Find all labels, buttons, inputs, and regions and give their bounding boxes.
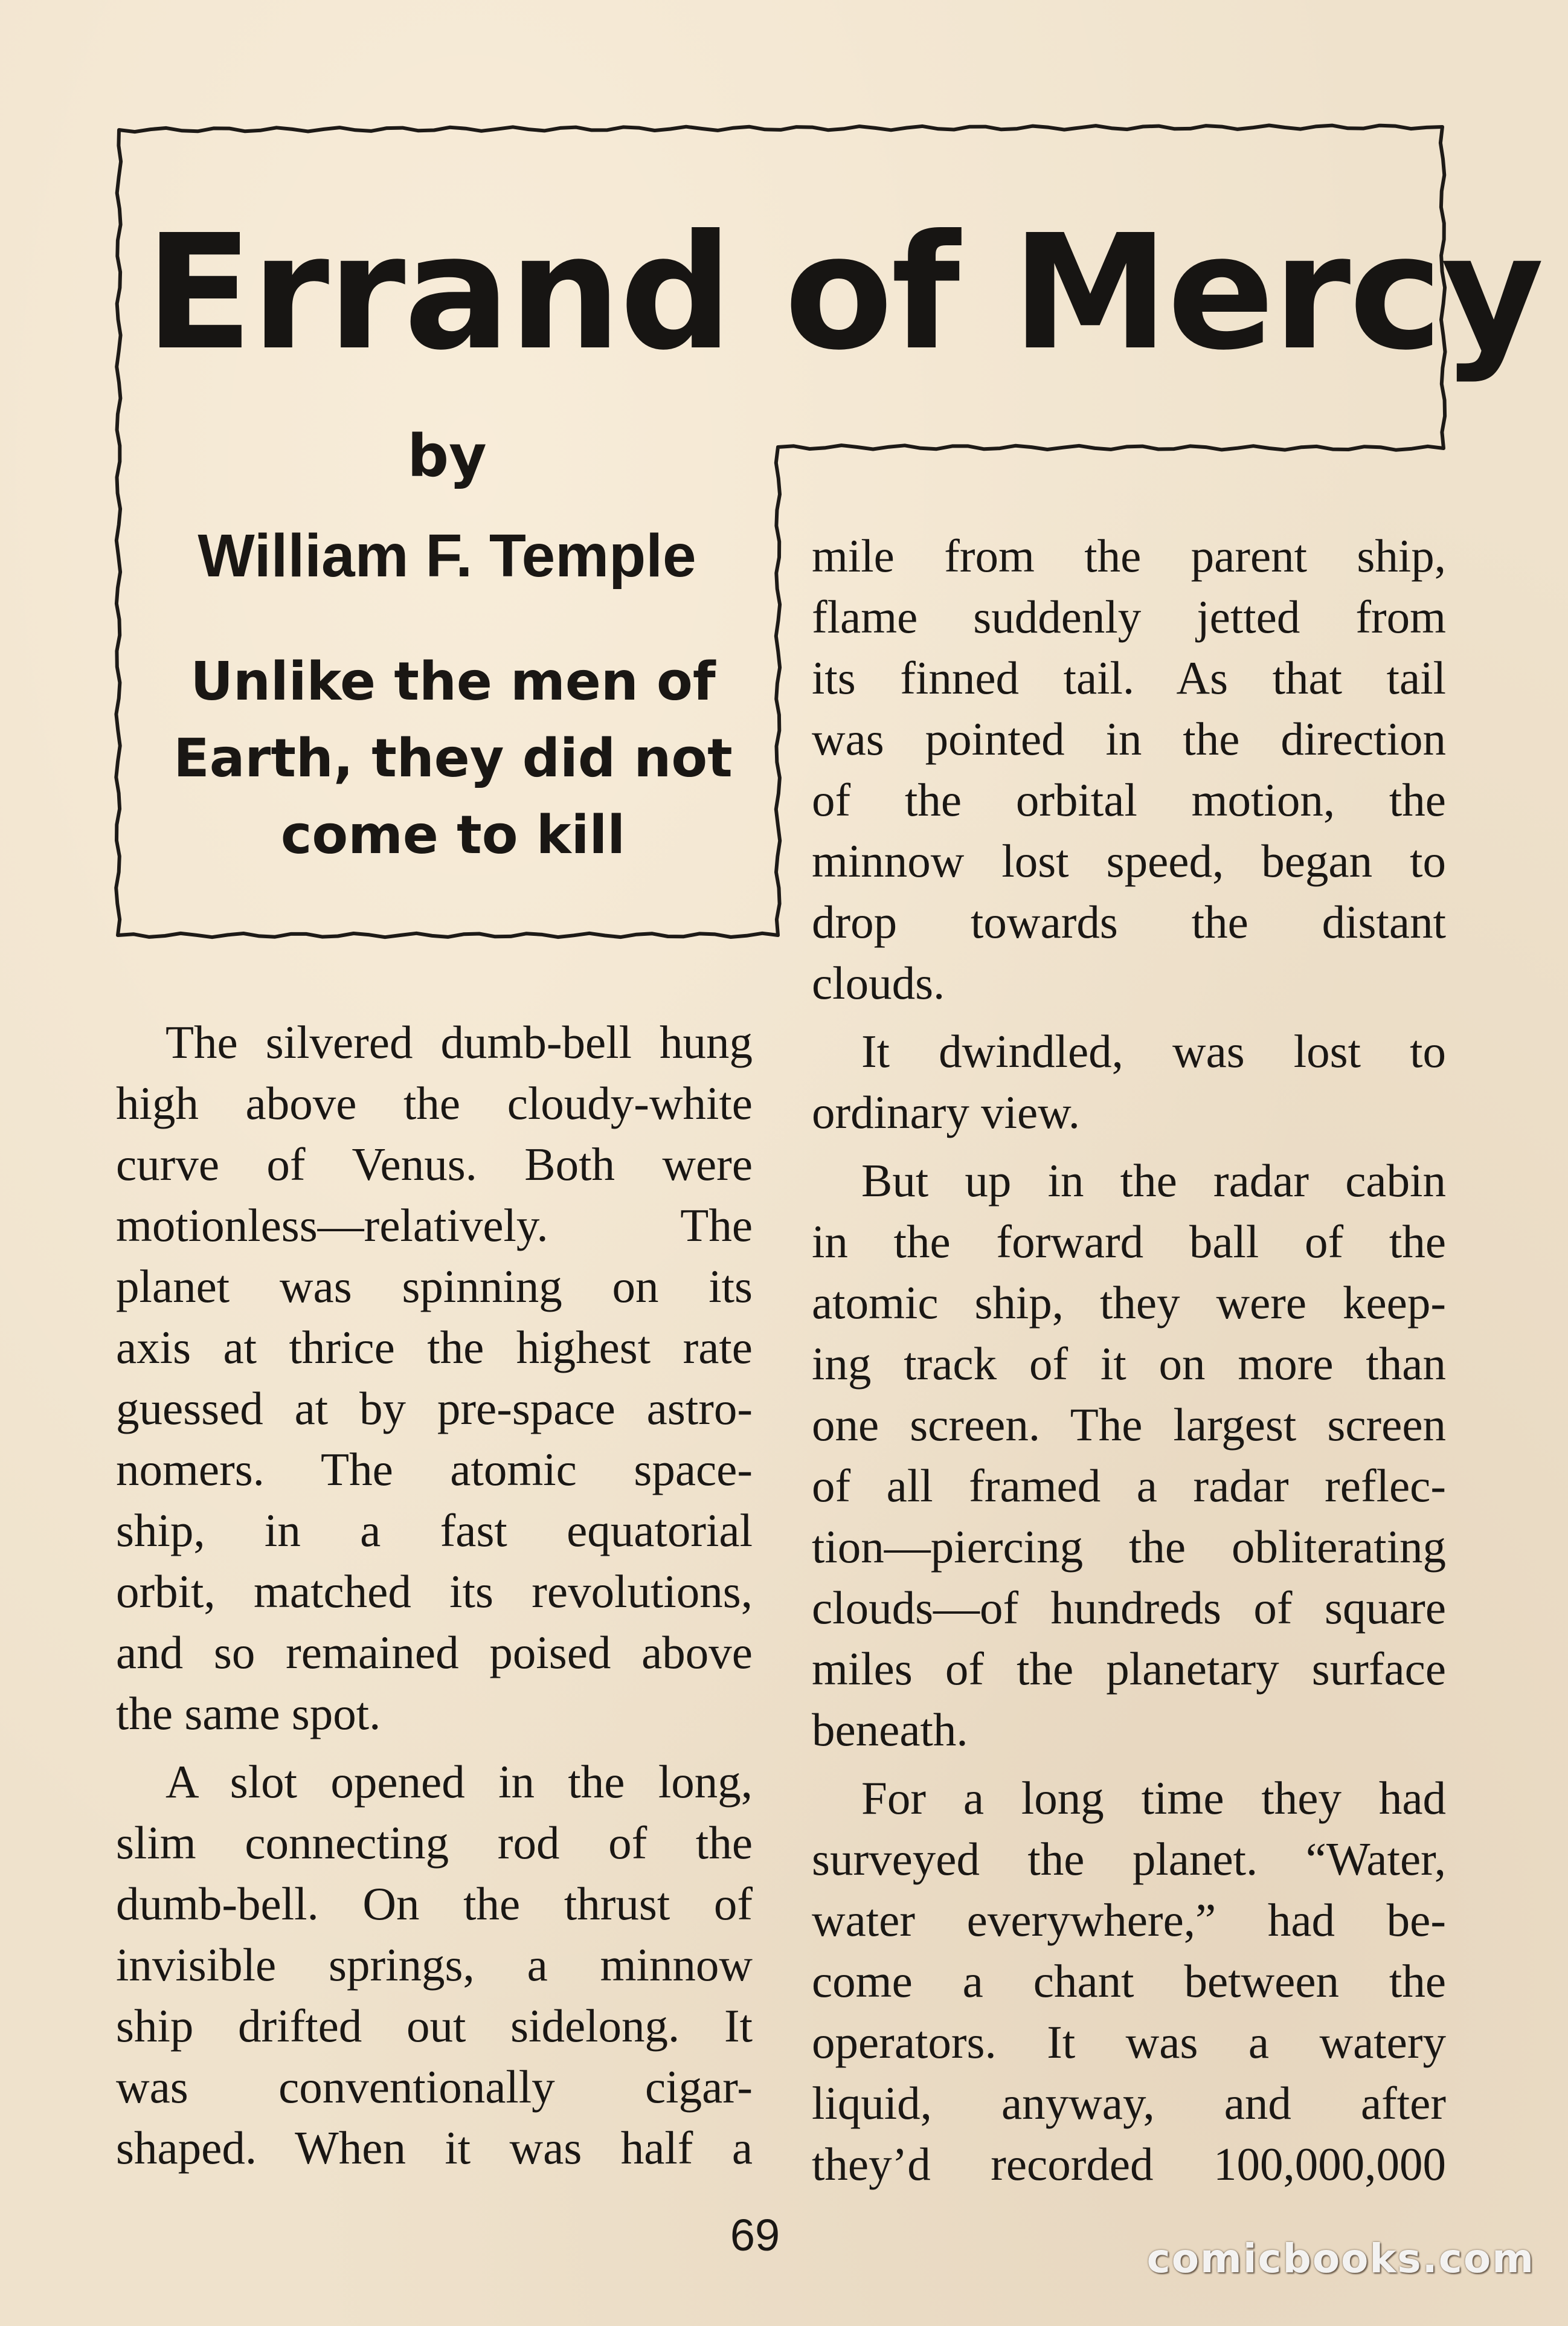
text-line: curve of Venus. Both were <box>116 1138 753 1190</box>
text-line: It dwindled, was lost to <box>861 1025 1446 1077</box>
text-line: orbit, matched its revolutions, <box>116 1565 753 1617</box>
text-line: clouds—of hundreds of square <box>812 1582 1446 1634</box>
text-line: shaped. When it was half a <box>116 2122 753 2174</box>
text-line: liquid, anyway, and after <box>812 2077 1446 2129</box>
subtitle-line: Unlike the men of <box>190 651 716 712</box>
text-line: beneath. <box>812 1704 968 1756</box>
text-line: invisible springs, a minnow <box>116 1939 753 1991</box>
text-line: guessed at by pre-space astro- <box>116 1382 753 1434</box>
text-line: operators. It was a watery <box>812 2016 1446 2068</box>
text-line: minnow lost speed, began to <box>812 835 1446 887</box>
text-line: planet was spinning on its <box>116 1260 753 1312</box>
text-line: slim connecting rod of the <box>116 1817 753 1869</box>
text-line: flame suddenly jetted from <box>812 591 1446 643</box>
text-line: drop towards the distant <box>812 896 1446 948</box>
text-line: miles of the planetary surface <box>812 1643 1446 1695</box>
text-line: come a chant between the <box>812 1955 1446 2007</box>
text-line: one screen. The largest screen <box>812 1399 1446 1451</box>
subtitle-line: Earth, they did not <box>173 727 733 789</box>
text-line: of the orbital motion, the <box>812 774 1446 826</box>
text-line: ing track of it on more than <box>812 1338 1446 1390</box>
story-subtitle <box>151 643 755 874</box>
paragraph <box>116 1012 753 1744</box>
text-line: A slot opened in the long, <box>165 1756 753 1808</box>
text-line: The silvered dumb-bell hung <box>165 1016 753 1068</box>
text-line: motionless—relatively. The <box>116 1199 753 1251</box>
text-line: ship, in a fast equatorial <box>116 1504 753 1556</box>
text-line: in the forward ball of the <box>812 1216 1446 1268</box>
left-text-column <box>116 1012 753 2179</box>
paragraph <box>116 1751 753 2179</box>
text-line: ship drifted out sidelong. It <box>116 2000 753 2052</box>
text-line: mile from the parent ship, <box>812 530 1446 582</box>
text-line: they’d recorded 100,000,000 <box>812 2138 1446 2190</box>
paragraph <box>812 526 1446 1014</box>
text-line: high above the cloudy-white <box>116 1077 753 1129</box>
text-line: water everywhere,” had be- <box>812 1894 1446 1946</box>
text-line: atomic ship, they were keep- <box>812 1277 1446 1329</box>
paragraph <box>812 1150 1446 1761</box>
watermark-logo: comicbooks.com <box>1146 2235 1535 2282</box>
text-line: axis at thrice the highest rate <box>116 1321 753 1373</box>
text-line: ordinary view. <box>812 1086 1081 1138</box>
text-line: and so remained poised above <box>116 1626 753 1678</box>
right-text-column <box>812 526 1446 2195</box>
text-line: was pointed in the direction <box>812 713 1446 765</box>
text-line: surveyed the planet. “Water, <box>812 1833 1446 1885</box>
text-line: tion—piercing the obliterating <box>812 1521 1446 1573</box>
paragraph <box>812 1021 1446 1143</box>
paragraph <box>812 1768 1446 2195</box>
subtitle-line: come to kill <box>280 804 626 866</box>
text-line: of all framed a radar reflec- <box>812 1460 1446 1512</box>
text-line: was conventionally cigar- <box>116 2061 753 2113</box>
byline-by: by <box>407 422 487 490</box>
text-line: nomers. The atomic space- <box>116 1443 753 1495</box>
text-line: For a long time they had <box>861 1772 1446 1824</box>
page-number: 69 <box>730 2210 780 2260</box>
text-line: dumb-bell. On the thrust of <box>116 1878 753 1930</box>
text-line: its finned tail. As that tail <box>812 652 1446 704</box>
text-line: the same spot. <box>116 1687 381 1739</box>
story-title: Errand of Mercy <box>145 201 1543 385</box>
text-line: clouds. <box>812 957 945 1009</box>
text-line: But up in the radar cabin <box>861 1155 1446 1206</box>
author-name: William F. Temple <box>198 522 696 590</box>
